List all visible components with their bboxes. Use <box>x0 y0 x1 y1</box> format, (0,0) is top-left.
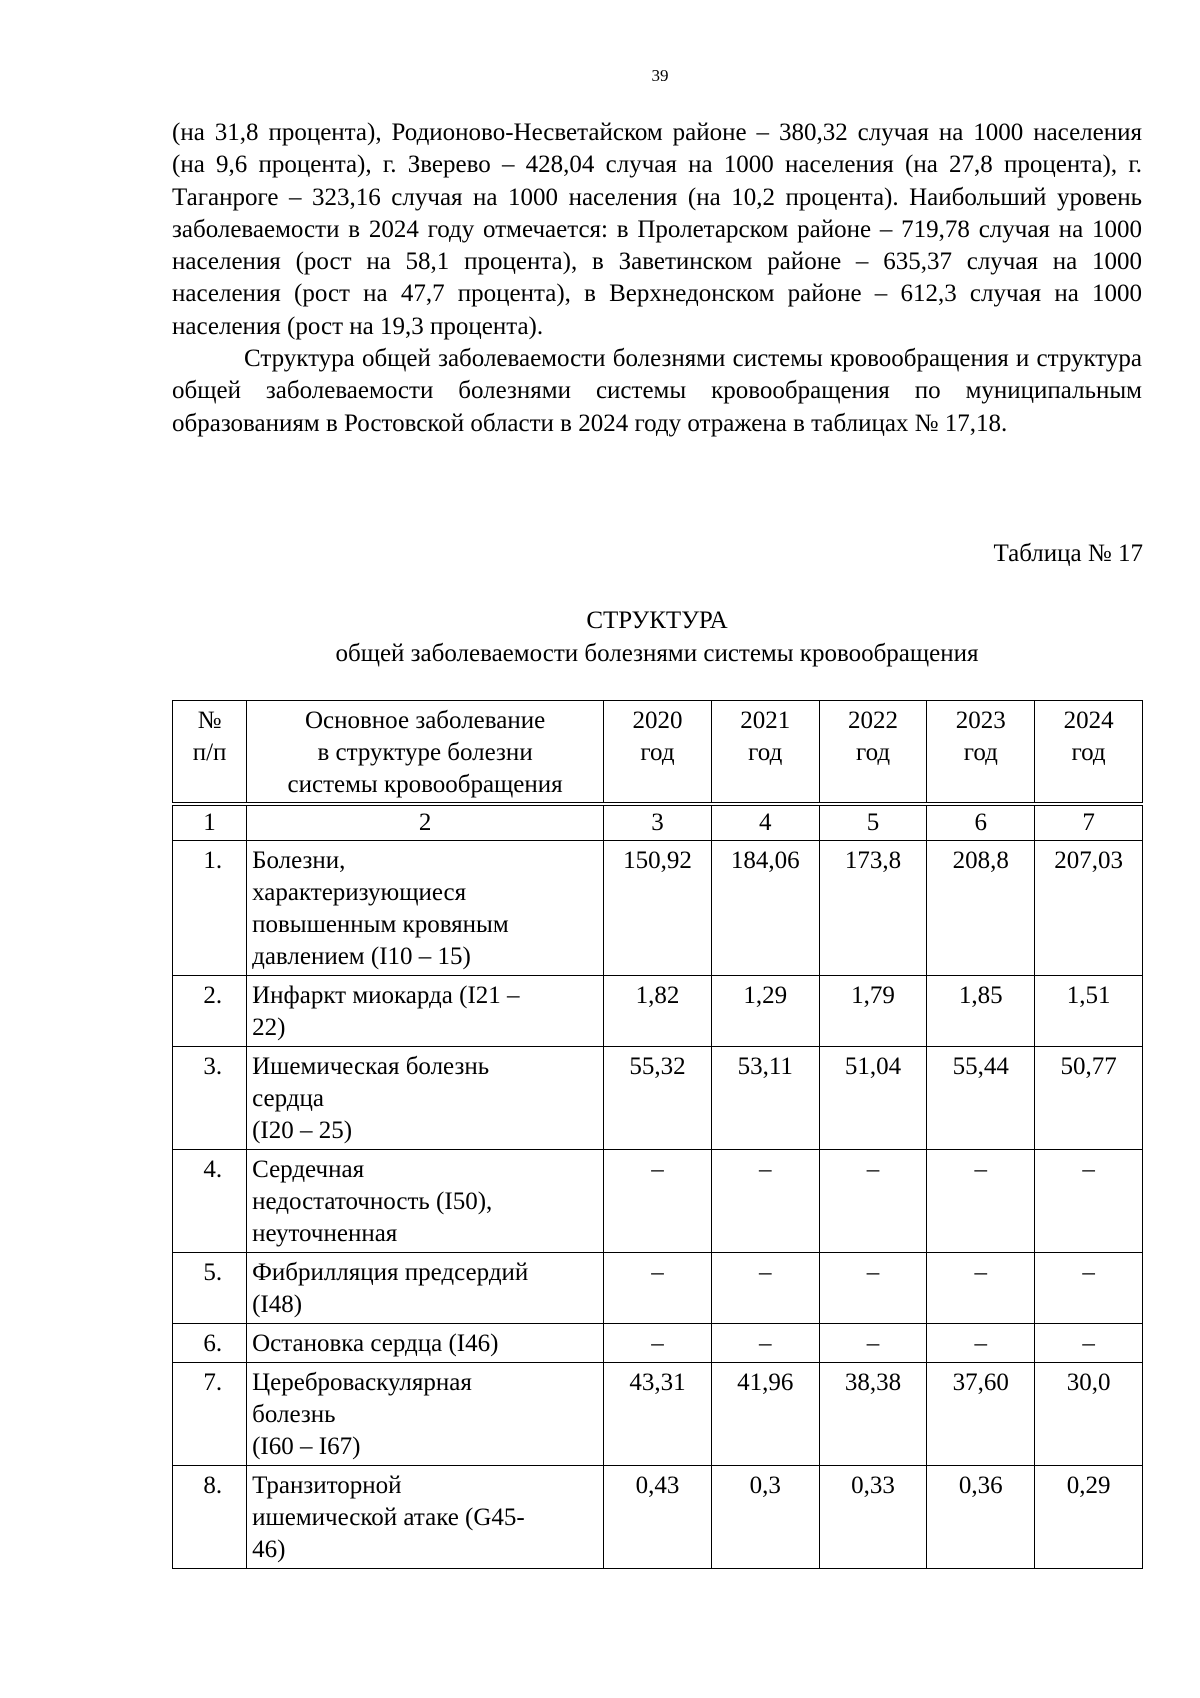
row-number: 1. <box>173 841 247 976</box>
header-disease-line-1: Основное заболевание <box>304 707 546 734</box>
header-2022 <box>819 701 927 805</box>
value-2020: – <box>604 1324 712 1363</box>
column-number-row <box>173 804 1143 841</box>
header-2024 <box>1035 701 1143 805</box>
header-2023-line-1: 2023 <box>955 707 1006 734</box>
paragraph-2: Структура общей заболеваемости болезнями системы кровообращения и структура общей заболеваемости болезнями системы кровообращения по муниципальным образованиям в Ростовской области в 2024 году отражена в таблицах № 17,18. <box>172 345 1142 437</box>
table-header-row <box>173 701 1143 805</box>
value-2023: 55,44 <box>927 1047 1035 1150</box>
table-label: Таблица № 17 <box>993 540 1143 567</box>
header-2023-line-2: год <box>963 739 998 766</box>
header-2024-line-1: 2024 <box>1063 707 1114 734</box>
header-2020 <box>604 701 712 805</box>
value-2022: 38,38 <box>819 1363 927 1466</box>
value-2020: 0,43 <box>604 1466 712 1569</box>
value-2023: 37,60 <box>927 1363 1035 1466</box>
page-number: 39 <box>651 66 669 85</box>
disease-name-line: Транзиторной <box>252 1472 402 1499</box>
value-2023: 0,36 <box>927 1466 1035 1569</box>
disease-name <box>247 841 604 976</box>
value-2021: 184,06 <box>711 841 819 976</box>
table-row <box>173 976 1143 1047</box>
body-text <box>172 117 1142 440</box>
row-number: 5. <box>173 1253 247 1324</box>
column-number-cell: 7 <box>1035 804 1143 841</box>
header-2021 <box>711 701 819 805</box>
disease-name <box>247 1150 604 1253</box>
value-2020: – <box>604 1150 712 1253</box>
table-row <box>173 1466 1143 1569</box>
value-2024: 50,77 <box>1035 1047 1143 1150</box>
disease-name-line: характеризующиеся <box>252 879 467 906</box>
header-2022-line-2: год <box>855 739 891 766</box>
disease-name-line: ишемической атаке (G45- <box>252 1504 525 1531</box>
header-2022-line-1: 2022 <box>848 707 898 734</box>
table-row <box>173 841 1143 976</box>
value-2021: 41,96 <box>711 1363 819 1466</box>
table-title <box>172 604 1142 670</box>
header-disease-line-2: в структуре болезни <box>317 739 533 766</box>
value-2024: – <box>1035 1150 1143 1253</box>
disease-name <box>247 1047 604 1150</box>
value-2020: 1,82 <box>604 976 712 1047</box>
disease-name <box>247 1324 604 1363</box>
value-2022: 173,8 <box>819 841 927 976</box>
value-2021: – <box>711 1324 819 1363</box>
disease-name-line: болезнь <box>252 1401 336 1428</box>
value-2020: – <box>604 1253 712 1324</box>
column-number-cell: 6 <box>927 804 1035 841</box>
disease-name-line: давлением (I10 – 15) <box>252 943 471 970</box>
value-2023: 208,8 <box>927 841 1035 976</box>
disease-name-line: недостаточность (I50), <box>252 1188 493 1215</box>
value-2023: – <box>927 1150 1035 1253</box>
header-2020-line-2: год <box>640 739 675 766</box>
value-2021: 1,29 <box>711 976 819 1047</box>
row-number: 7. <box>173 1363 247 1466</box>
disease-name-line: Инфаркт миокарда (I21 – <box>252 982 520 1009</box>
disease-name-line: Остановка сердца (I46) <box>252 1330 499 1357</box>
disease-name <box>247 1466 604 1569</box>
column-number-cell: 2 <box>247 804 604 841</box>
column-number-cell: 3 <box>604 804 712 841</box>
table-row <box>173 1150 1143 1253</box>
disease-name-line: 46) <box>252 1536 286 1563</box>
value-2020: 55,32 <box>604 1047 712 1150</box>
header-2021-line-2: год <box>748 739 783 766</box>
value-2024: 30,0 <box>1035 1363 1143 1466</box>
value-2023: – <box>927 1253 1035 1324</box>
row-number: 2. <box>173 976 247 1047</box>
value-2020: 43,31 <box>604 1363 712 1466</box>
table-title-line-1: СТРУКТУРА <box>586 607 728 634</box>
value-2024: 1,51 <box>1035 976 1143 1047</box>
header-disease <box>247 701 604 805</box>
table-row <box>173 1047 1143 1150</box>
disease-name-line: (I60 – I67) <box>252 1433 361 1460</box>
disease-name-line: Фибрилляция предсердий <box>252 1259 529 1286</box>
header-num <box>173 701 247 805</box>
column-number-cell: 5 <box>819 804 927 841</box>
disease-name <box>247 1253 604 1324</box>
disease-name-line: Сердечная <box>252 1156 365 1183</box>
value-2021: – <box>711 1150 819 1253</box>
header-num-line-1: № <box>197 707 222 734</box>
header-2024-line-2: год <box>1071 739 1106 766</box>
table-title-line-2: общей заболеваемости болезнями системы кровообращения <box>335 640 979 667</box>
disease-name-line: сердца <box>252 1085 324 1112</box>
table-row <box>173 1324 1143 1363</box>
value-2023: 1,85 <box>927 976 1035 1047</box>
value-2024: 0,29 <box>1035 1466 1143 1569</box>
value-2022: 0,33 <box>819 1466 927 1569</box>
disease-name <box>247 976 604 1047</box>
column-number-cell: 4 <box>711 804 819 841</box>
value-2022: – <box>819 1253 927 1324</box>
disease-name <box>247 1363 604 1466</box>
disease-name-line: неуточненная <box>252 1220 398 1247</box>
value-2022: 1,79 <box>819 976 927 1047</box>
table-row <box>173 1253 1143 1324</box>
value-2021: 53,11 <box>711 1047 819 1150</box>
table-row <box>173 1363 1143 1466</box>
disease-name-line: Цереброваскулярная <box>252 1369 472 1396</box>
disease-name-line: Болезни, <box>252 847 346 874</box>
disease-structure-table <box>172 700 1143 1569</box>
value-2024: – <box>1035 1253 1143 1324</box>
value-2022: 51,04 <box>819 1047 927 1150</box>
value-2023: – <box>927 1324 1035 1363</box>
column-number-cell: 1 <box>173 804 247 841</box>
row-number: 8. <box>173 1466 247 1569</box>
value-2022: – <box>819 1324 927 1363</box>
disease-name-line: (I20 – 25) <box>252 1117 353 1144</box>
value-2022: – <box>819 1150 927 1253</box>
value-2024: 207,03 <box>1035 841 1143 976</box>
disease-name-line: Ишемическая болезнь <box>252 1053 490 1080</box>
header-2021-line-1: 2021 <box>740 707 791 734</box>
value-2021: – <box>711 1253 819 1324</box>
value-2020: 150,92 <box>604 841 712 976</box>
value-2024: – <box>1035 1324 1143 1363</box>
paragraph-1: (на 31,8 процента), Родионово-Несветайском районе – 380,32 случая на 1000 населения (на 9,6 процента), г. Зверево – 428,04 случая на 1000 населения (на 27,8 процента), г. Таганроге – 323,16 случая на 1000 населения (на 10,2 процента). Наибольший уровень заболеваемости в 2024 году отмечается: в Пролетарском районе – 719,78 случая на 1000 населения (рост на 58,1 процента), в Заветинском районе – 635,37 случая на 1000 населения (рост на 47,7 процента), в Верхнедонском районе – 612,3 случая на 1000 населения (рост на 19,3 процента). <box>172 119 1142 340</box>
value-2021: 0,3 <box>711 1466 819 1569</box>
disease-name-line: повышенным кровяным <box>252 911 509 938</box>
row-number: 6. <box>173 1324 247 1363</box>
disease-name-line: 22) <box>252 1014 286 1041</box>
disease-name-line: (I48) <box>252 1291 303 1318</box>
header-2023 <box>927 701 1035 805</box>
row-number: 3. <box>173 1047 247 1150</box>
header-num-line-2: п/п <box>192 739 227 766</box>
header-2020-line-1: 2020 <box>632 707 683 734</box>
header-disease-line-3: системы кровообращения <box>287 771 563 798</box>
row-number: 4. <box>173 1150 247 1253</box>
